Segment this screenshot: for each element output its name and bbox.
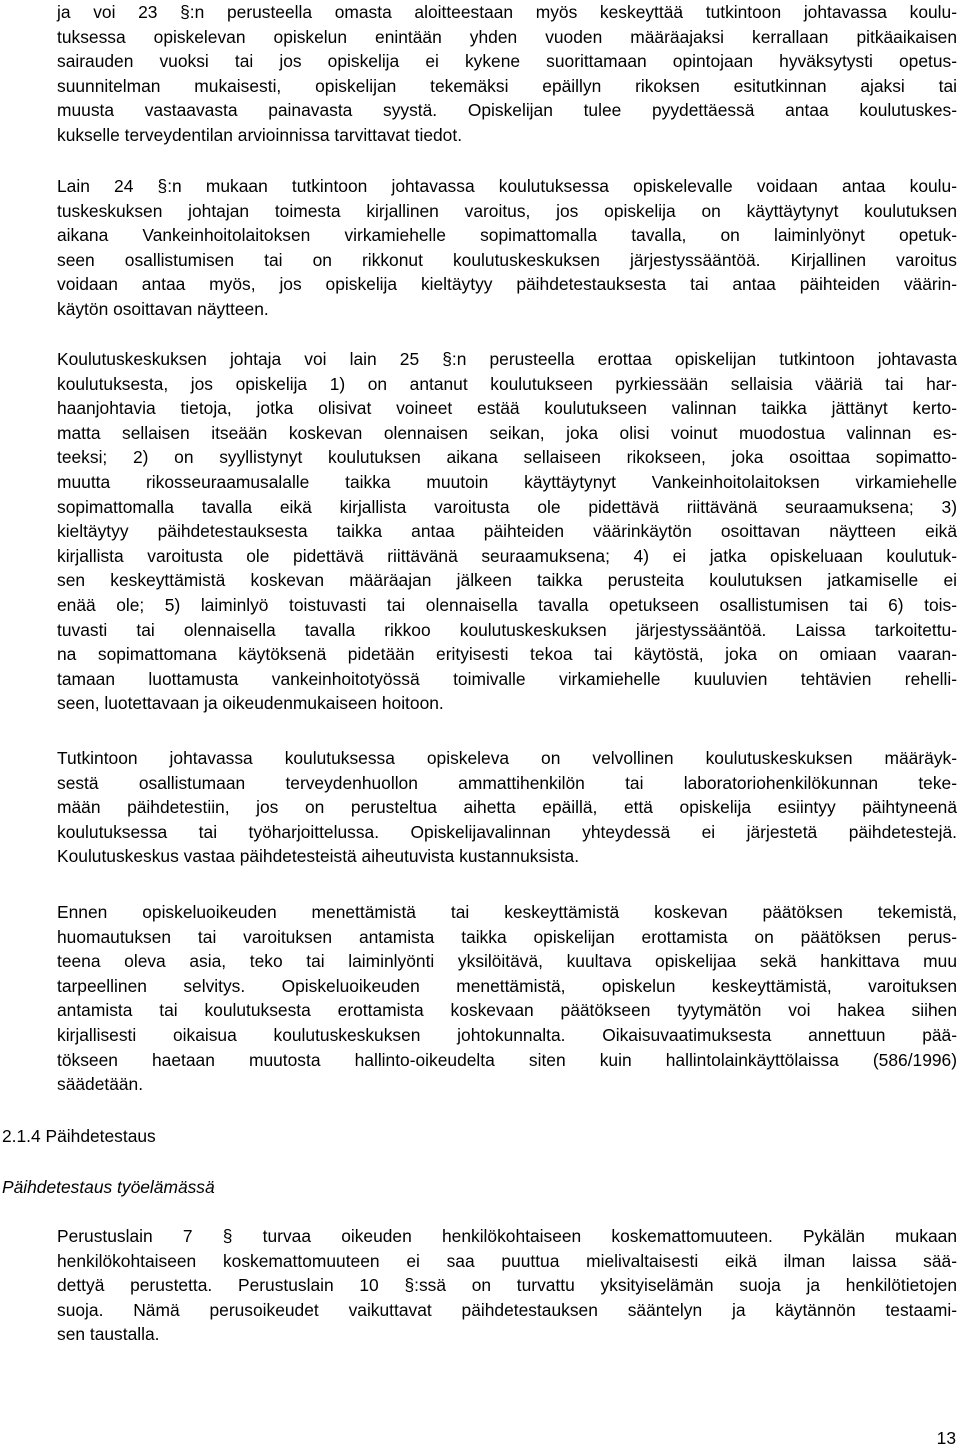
text-line: huomautuksen tai varoituksen antamista taikka opiskelijan erottamista on päätöksen perus- [57, 926, 957, 947]
text-line: säädetään. [57, 1074, 144, 1095]
text-line: muutta rikosseuraamusalalle taikka muutoin käyttäytynyt Vankeinhoitolaitoksen virkamiehelle [57, 471, 957, 492]
text-line: käytön osoittavan näytteen. [57, 298, 269, 319]
text-line: haanjohtavia tietoja, jotka olisivat voineet estää koulutukseen valinnan taikka jättänyt kerto- [57, 398, 957, 419]
text-line: Tutkintoon johtavassa koulutuksessa opiskeleva on velvollinen koulutuskeskuksen määräyk- [57, 748, 957, 768]
text-line: enää ole; 5) laiminlyö toistuvasti tai olennaisella tavalla opetukseen osallistumisen tai 6) tois- [57, 594, 957, 615]
text-line: Ennen opiskeluoikeuden menettämistä tai keskeyttämistä koskevan päätöksen tekemistä, [57, 902, 957, 922]
text-line: suunnitelman mukaisesti, opiskelijan tekemäksi epäillyn rikoksen esitutkinnan ajaksi tai [57, 75, 957, 96]
paragraph-dismissal [57, 347, 957, 716]
text-line: sairauden vuoksi tai jos opiskelija ei kykene suorittamaan opintojaan hyväksytysti opetus- [57, 51, 957, 72]
text-line: henkilökohtaiseen koskemattomuuteen ei saa puuttua mielivaltaisesti eikä ilman laissa sää- [57, 1250, 957, 1271]
text-line: kirjallista varoitusta ole pidettävä riittävänä seuraamuksena; 4) ei jatka opiskeluaan koulutuk- [57, 545, 957, 566]
subsection-heading: Päihdetestaus työelämässä [2, 1177, 215, 1197]
text-line: tökseen haetaan muutosta hallinto-oikeudelta siten kuin hallintolainkäyttölaissa (586/1996) [57, 1049, 957, 1070]
paragraph-drug-testing-obligation [57, 746, 957, 869]
paragraph-constitutional-rights [57, 1224, 957, 1347]
text-line: seen, luotettavaan ja oikeudenmukaiseen hoitoon. [57, 693, 444, 714]
text-line: aikana Vankeinhoitolaitoksen virkamiehelle sopimattomalla tavalla, on laiminlyönyt opetuk- [57, 225, 957, 246]
text-line: sestä osallistumaan terveydenhuollon ammattihenkilön tai laboratoriohenkilökunnan teke- [57, 772, 957, 793]
text-line: ja voi 23 §:n perusteella omasta aloitteestaan myös keskeyttää tutkintoon johtavassa koulu- [57, 2, 957, 22]
paragraph-written-warning [57, 174, 957, 322]
text-line: suoja. Nämä perusoikeudet vaikuttavat päihdetestauksen sääntelyn ja käytännön testaami- [57, 1299, 957, 1320]
text-line: kieltäytyy päihdetestauksesta taikka antaa päihteiden väärinkäytön osoittavan näytteen eikä [57, 521, 957, 542]
text-line: kirjallisesti oikaisua koulutuskeskuksen johtokunnalta. Oikaisuvaatimuksesta annettuun pää- [57, 1024, 957, 1045]
text-line: Lain 24 §:n mukaan tutkintoon johtavassa koulutuksessa opiskelevalle voidaan antaa koulu- [57, 176, 957, 196]
text-line: tamaan luottamusta vankeinhoitotyössä toimivalle virkamiehelle kuuluvien tehtävien rehelli- [57, 668, 957, 689]
text-line: tuksessa opiskelevan opiskelun enintään yhden vuoden määräajaksi kerrallaan pitkäaikaisen [57, 26, 957, 47]
text-line: sen keskeyttämistä koskevan määräajan jälkeen taikka perusteita koulutuksen jatkamiselle ei [57, 570, 957, 591]
text-line: mään päihdetestiin, jos on perusteltua aihetta epäillä, että opiskelija esiintyy päihtyneenä [57, 797, 957, 818]
text-line: antamista tai koulutuksesta erottamista koskevaan päätökseen tyytymätön voi hakea siihen [57, 1000, 957, 1021]
text-line: voidaan antaa myös, jos opiskelija kieltäytyy päihdetestauksesta tai antaa päihteiden väärin- [57, 274, 957, 295]
text-line: na sopimattomana käytöksenä pidetään erityisesti tekoa tai käytöstä, joka on omiaan vaaran- [57, 644, 957, 665]
text-line: dettyä perustetta. Perustuslain 10 §:ssä on turvattu yksityiselämän suoja ja henkilötietojen [57, 1275, 957, 1296]
text-line: seen osallistumisen tai on rikkonut koulutuskeskuksen järjestyssääntöä. Kirjallinen varoitus [57, 249, 957, 270]
section-heading: 2.1.4 Päihdetestaus [2, 1126, 156, 1146]
text-line: sopimattomalla tavalla eikä kirjallista varoitusta ole pidettävä riittävänä seuraamuksena; 3) [57, 496, 957, 517]
text-line: tarpeellinen selvitys. Opiskeluoikeuden menettämistä, opiskelun keskeyttämistä, varoituksen [57, 975, 957, 996]
page-number: 13 [936, 1428, 956, 1448]
text-line: kukselle terveydentilan arvioinnissa tarvittavat tiedot. [57, 124, 463, 145]
paragraph-hearing-and-appeal [57, 900, 957, 1097]
text-line: Koulutuskeskuksen johtaja voi lain 25 §:n perusteella erottaa opiskelijan tutkintoon johtavasta [57, 349, 957, 369]
text-line: Koulutuskeskus vastaa päihdetesteistä aiheutuvista kustannuksista. [57, 846, 580, 867]
text-line: matta sellaisen itseään koskevan olennaisen seikan, joka olisi voinut muodostua valinnan es- [57, 422, 957, 443]
text-line: koulutuksesta, jos opiskelija 1) on antanut koulutukseen pyrkiessään sellaisia vääriä tai har- [57, 373, 957, 394]
text-line: Perustuslain 7 § turvaa oikeuden henkilökohtaiseen koskemattomuuteen. Pykälän mukaan [57, 1226, 957, 1246]
text-line: koulutuksessa tai työharjoittelussa. Opiskelijavalinnan yhteydessä ei järjestetä päihdetestejä. [57, 821, 957, 842]
text-line: teeksi; 2) on syyllistynyt koulutuksen aikana sellaiseen rikokseen, joka osoittaa sopimatto- [57, 447, 957, 468]
paragraph-suspension [57, 0, 957, 148]
text-line: teena oleva asia, teko tai laiminlyönti yksilöitävä, kuultava opiskelijaa sekä hankittava muu [57, 951, 957, 972]
text-line: muusta vastaavasta painavasta syystä. Opiskelijan tulee pyydettäessä antaa koulutuskes- [57, 100, 957, 121]
text-line: sen taustalla. [57, 1324, 160, 1345]
text-line: tuvasti tai olennaisella tavalla rikkoo koulutuskeskuksen järjestyssääntöä. Laissa tarkoitettu- [57, 619, 957, 640]
text-line: tuskeskuksen johtajan toimesta kirjallinen varoitus, jos opiskelija on käyttäytynyt koulutuksen [57, 200, 957, 221]
